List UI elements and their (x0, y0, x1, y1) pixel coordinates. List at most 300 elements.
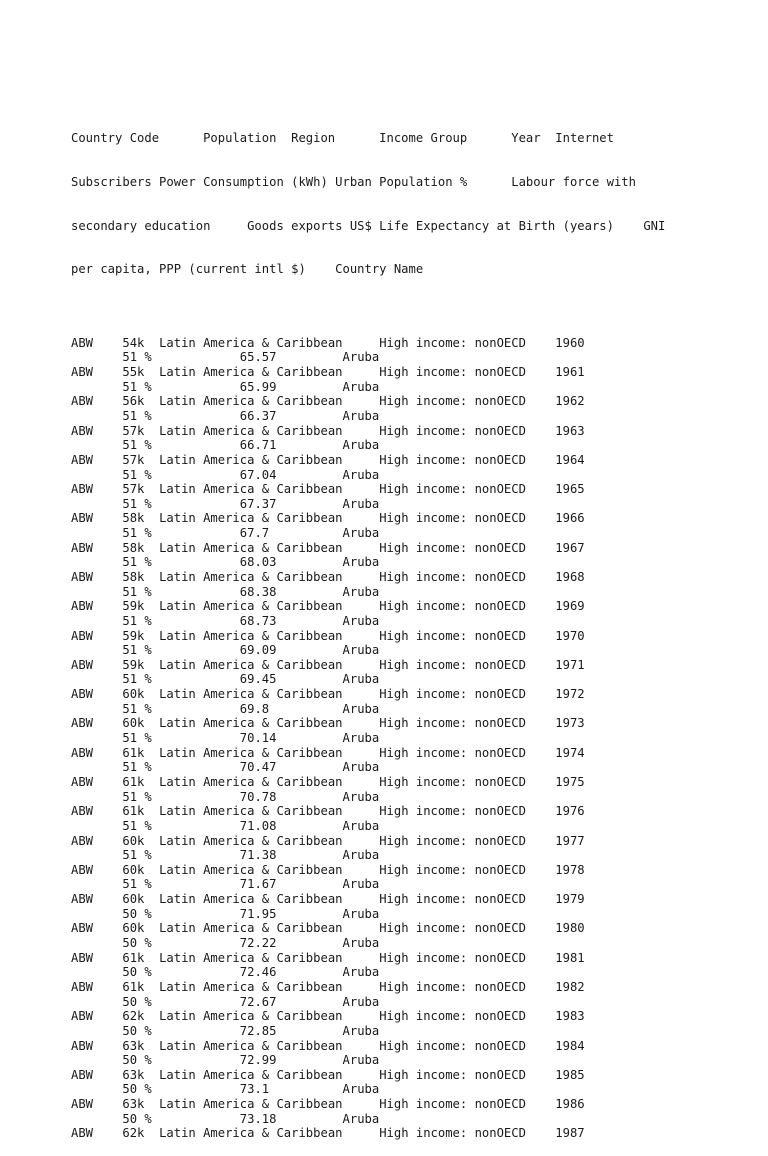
row-population: 60k (122, 892, 160, 907)
row-urban-population: 51 % (122, 467, 240, 482)
row-year: 1960 (555, 335, 585, 350)
row-urban-population: 51 % (122, 526, 240, 541)
row-income-group: High income: nonOECD (379, 745, 556, 760)
row-population: 58k (122, 540, 160, 555)
row-country-name: Aruba (342, 848, 380, 863)
row-code: ABW (71, 716, 123, 731)
row-line-secondary (71, 614, 761, 629)
row-code: ABW (71, 1067, 123, 1082)
row-region: Latin America & Caribbean (159, 979, 380, 994)
tabular-text-document (71, 72, 761, 1156)
table-row (71, 629, 761, 658)
row-population: 59k (122, 628, 160, 643)
row-year: 1981 (555, 950, 585, 965)
row-country-name: Aruba (342, 672, 380, 687)
row-code: ABW (71, 892, 123, 907)
row-income-group: High income: nonOECD (379, 950, 556, 965)
row-income-group: High income: nonOECD (379, 833, 556, 848)
row-year: 1967 (555, 540, 585, 555)
row-urban-population: 51 % (122, 350, 240, 365)
row-urban-population: 50 % (122, 1053, 240, 1068)
row-line-secondary (71, 760, 761, 775)
row-urban-population: 51 % (122, 496, 240, 511)
row-life-expectancy: 70.78 (239, 789, 343, 804)
row-region: Latin America & Caribbean (159, 921, 380, 936)
row-region: Latin America & Caribbean (159, 687, 380, 702)
row-life-expectancy: 69.8 (239, 701, 343, 716)
row-line-secondary (71, 438, 761, 453)
row-region: Latin America & Caribbean (159, 657, 380, 672)
row-income-group: High income: nonOECD (379, 804, 556, 819)
table-row (71, 921, 761, 950)
row-life-expectancy: 68.38 (239, 584, 343, 599)
row-line-primary (71, 921, 761, 936)
row-population: 62k (122, 1009, 160, 1024)
row-line-secondary (71, 585, 761, 600)
row-urban-population: 51 % (122, 379, 240, 394)
row-income-group: High income: nonOECD (379, 1038, 556, 1053)
row-line-primary (71, 746, 761, 761)
row-line-primary (71, 629, 761, 644)
row-income-group: High income: nonOECD (379, 511, 556, 526)
row-region: Latin America & Caribbean (159, 482, 380, 497)
row-life-expectancy: 72.85 (239, 1023, 343, 1038)
row-line-secondary (71, 1053, 761, 1068)
row-life-expectancy: 67.04 (239, 467, 343, 482)
row-line-primary (71, 424, 761, 439)
row-urban-population: 51 % (122, 438, 240, 453)
row-life-expectancy: 70.47 (239, 760, 343, 775)
row-income-group: High income: nonOECD (379, 892, 556, 907)
row-life-expectancy: 67.7 (239, 526, 343, 541)
row-line-secondary (71, 380, 761, 395)
row-country-name: Aruba (342, 613, 380, 628)
row-code: ABW (71, 1126, 123, 1141)
table-row (71, 775, 761, 804)
row-country-name: Aruba (342, 584, 380, 599)
row-income-group: High income: nonOECD (379, 921, 556, 936)
row-region: Latin America & Caribbean (159, 570, 380, 584)
row-life-expectancy: 70.14 (239, 731, 343, 746)
row-income-group: High income: nonOECD (379, 716, 556, 731)
table-row (71, 951, 761, 980)
row-line-primary (71, 394, 761, 409)
row-country-name: Aruba (342, 731, 380, 746)
row-line-secondary (71, 526, 761, 541)
table-row (71, 746, 761, 775)
row-country-name: Aruba (342, 1053, 380, 1068)
row-code: ABW (71, 335, 123, 350)
row-region: Latin America & Caribbean (159, 892, 380, 907)
row-line-primary (71, 834, 761, 849)
row-urban-population: 51 % (122, 408, 240, 423)
row-year: 1964 (555, 452, 585, 467)
row-region: Latin America & Caribbean (159, 335, 380, 350)
row-line-primary (71, 775, 761, 790)
row-line-secondary (71, 995, 761, 1010)
column-header (71, 101, 761, 306)
row-country-name: Aruba (342, 438, 380, 453)
row-code: ABW (71, 423, 123, 438)
row-region: Latin America & Caribbean (159, 1097, 380, 1112)
row-line-primary (71, 716, 761, 731)
row-year: 1961 (555, 365, 585, 380)
row-life-expectancy: 72.67 (239, 994, 343, 1009)
row-income-group: High income: nonOECD (379, 570, 556, 584)
row-urban-population: 51 % (122, 555, 240, 570)
table-row (71, 687, 761, 716)
row-income-group: High income: nonOECD (379, 599, 556, 614)
row-urban-population: 50 % (122, 1023, 240, 1038)
row-region: Latin America & Caribbean (159, 394, 380, 409)
row-code: ABW (71, 482, 123, 497)
row-line-secondary (71, 819, 761, 834)
row-population: 60k (122, 862, 160, 877)
row-region: Latin America & Caribbean (159, 511, 380, 526)
row-code: ABW (71, 1097, 123, 1112)
row-population: 58k (122, 570, 160, 584)
row-code: ABW (71, 950, 123, 965)
row-year: 1968 (555, 570, 585, 584)
row-year: 1972 (555, 687, 585, 702)
row-line-secondary (71, 555, 761, 570)
row-population: 57k (122, 423, 160, 438)
row-year: 1974 (555, 745, 585, 760)
row-country-name: Aruba (342, 818, 380, 833)
row-population: 60k (122, 833, 160, 848)
row-line-secondary (71, 1082, 761, 1097)
row-code: ABW (71, 833, 123, 848)
row-life-expectancy: 66.71 (239, 438, 343, 453)
row-line-primary (71, 658, 761, 673)
table-row (71, 863, 761, 892)
row-urban-population: 50 % (122, 906, 240, 921)
row-code: ABW (71, 394, 123, 409)
row-urban-population: 50 % (122, 994, 240, 1009)
row-line-primary (71, 541, 761, 556)
table-row (71, 1097, 761, 1126)
row-line-secondary (71, 497, 761, 512)
row-line-secondary (71, 643, 761, 658)
row-urban-population: 51 % (122, 613, 240, 628)
row-income-group: High income: nonOECD (379, 482, 556, 497)
row-country-name: Aruba (342, 877, 380, 892)
row-year: 1976 (555, 804, 585, 819)
header-line: secondary education Goods exports US$ Life Expectancy at Birth (years) GNI (71, 218, 666, 233)
row-line-secondary (71, 790, 761, 805)
row-code: ABW (71, 511, 123, 526)
data-rows (71, 336, 761, 1141)
row-population: 59k (122, 599, 160, 614)
row-line-primary (71, 511, 761, 526)
table-row (71, 804, 761, 833)
row-population: 61k (122, 774, 160, 789)
row-code: ABW (71, 628, 123, 643)
row-line-secondary (71, 350, 761, 365)
row-income-group: High income: nonOECD (379, 1067, 556, 1082)
row-region: Latin America & Caribbean (159, 1038, 380, 1053)
row-country-name: Aruba (342, 555, 380, 570)
row-country-name: Aruba (342, 1023, 380, 1038)
row-region: Latin America & Caribbean (159, 365, 380, 380)
row-life-expectancy: 67.37 (239, 496, 343, 511)
row-region: Latin America & Caribbean (159, 745, 380, 760)
row-urban-population: 51 % (122, 877, 240, 892)
row-line-primary (71, 1097, 761, 1112)
row-region: Latin America & Caribbean (159, 774, 380, 789)
table-row (71, 394, 761, 423)
row-year: 1985 (555, 1067, 585, 1082)
row-income-group: High income: nonOECD (379, 1126, 556, 1141)
row-country-name: Aruba (342, 1111, 380, 1126)
row-country-name: Aruba (342, 526, 380, 541)
row-region: Latin America & Caribbean (159, 540, 380, 555)
row-income-group: High income: nonOECD (379, 540, 556, 555)
row-income-group: High income: nonOECD (379, 365, 556, 380)
row-population: 60k (122, 716, 160, 731)
row-line-primary (71, 804, 761, 819)
row-country-name: Aruba (342, 467, 380, 482)
row-country-name: Aruba (342, 496, 380, 511)
row-year: 1978 (555, 862, 585, 877)
row-life-expectancy: 68.03 (239, 555, 343, 570)
row-year: 1982 (555, 979, 585, 994)
row-life-expectancy: 73.1 (239, 1082, 343, 1097)
row-population: 62k (122, 1126, 160, 1141)
row-year: 1969 (555, 599, 585, 614)
row-code: ABW (71, 1009, 123, 1024)
table-row (71, 336, 761, 365)
row-income-group: High income: nonOECD (379, 862, 556, 877)
row-region: Latin America & Caribbean (159, 950, 380, 965)
row-year: 1970 (555, 628, 585, 643)
row-country-name: Aruba (342, 408, 380, 423)
row-line-secondary (71, 965, 761, 980)
row-line-secondary (71, 848, 761, 863)
row-code: ABW (71, 862, 123, 877)
row-population: 57k (122, 452, 160, 467)
row-life-expectancy: 71.95 (239, 906, 343, 921)
row-line-primary (71, 863, 761, 878)
row-line-secondary (71, 731, 761, 746)
row-urban-population: 51 % (122, 818, 240, 833)
row-country-name: Aruba (342, 760, 380, 775)
row-income-group: High income: nonOECD (379, 628, 556, 643)
row-income-group: High income: nonOECD (379, 657, 556, 672)
row-line-primary (71, 1039, 761, 1054)
row-region: Latin America & Caribbean (159, 862, 380, 877)
row-year: 1986 (555, 1097, 585, 1112)
row-urban-population: 50 % (122, 1082, 240, 1097)
row-life-expectancy: 72.99 (239, 1053, 343, 1068)
table-row (71, 365, 761, 394)
row-line-primary (71, 1126, 761, 1141)
row-country-name: Aruba (342, 906, 380, 921)
row-life-expectancy: 71.67 (239, 877, 343, 892)
row-urban-population: 51 % (122, 789, 240, 804)
row-year: 1979 (555, 892, 585, 907)
row-code: ABW (71, 657, 123, 672)
row-code: ABW (71, 365, 123, 380)
row-population: 63k (122, 1067, 160, 1082)
row-line-primary (71, 336, 761, 351)
row-year: 1963 (555, 423, 585, 438)
row-line-primary (71, 951, 761, 966)
row-urban-population: 51 % (122, 701, 240, 716)
row-year: 1977 (555, 833, 585, 848)
row-income-group: High income: nonOECD (379, 423, 556, 438)
row-region: Latin America & Caribbean (159, 716, 380, 731)
header-line: Country Code Population Region Income Group Year Internet (71, 130, 614, 145)
row-urban-population: 50 % (122, 936, 240, 951)
row-code: ABW (71, 921, 123, 936)
row-urban-population: 51 % (122, 584, 240, 599)
row-population: 60k (122, 687, 160, 702)
table-row (71, 570, 761, 599)
row-line-primary (71, 687, 761, 702)
row-region: Latin America & Caribbean (159, 1126, 380, 1141)
row-life-expectancy: 72.46 (239, 965, 343, 980)
row-population: 56k (122, 394, 160, 409)
row-code: ABW (71, 687, 123, 702)
row-line-secondary (71, 907, 761, 922)
row-line-secondary (71, 877, 761, 892)
row-population: 63k (122, 1097, 160, 1112)
row-year: 1971 (555, 657, 585, 672)
row-income-group: High income: nonOECD (379, 774, 556, 789)
row-code: ABW (71, 452, 123, 467)
row-urban-population: 50 % (122, 1111, 240, 1126)
row-line-secondary (71, 409, 761, 424)
table-row (71, 1126, 761, 1141)
row-income-group: High income: nonOECD (379, 335, 556, 350)
row-region: Latin America & Caribbean (159, 628, 380, 643)
table-row (71, 541, 761, 570)
row-code: ABW (71, 570, 123, 584)
row-line-secondary (71, 1024, 761, 1039)
row-line-primary (71, 892, 761, 907)
row-year: 1980 (555, 921, 585, 936)
row-line-primary (71, 570, 761, 585)
row-code: ABW (71, 1038, 123, 1053)
row-urban-population: 51 % (122, 760, 240, 775)
table-row (71, 1039, 761, 1068)
row-year: 1966 (555, 511, 585, 526)
table-row (71, 658, 761, 687)
row-life-expectancy: 69.45 (239, 672, 343, 687)
row-life-expectancy: 65.99 (239, 379, 343, 394)
row-income-group: High income: nonOECD (379, 1009, 556, 1024)
row-country-name: Aruba (342, 643, 380, 658)
row-code: ABW (71, 599, 123, 614)
row-life-expectancy: 71.38 (239, 848, 343, 863)
row-line-secondary (71, 936, 761, 951)
row-country-name: Aruba (342, 936, 380, 951)
row-country-name: Aruba (342, 379, 380, 394)
row-line-primary (71, 599, 761, 614)
table-row (71, 980, 761, 1009)
row-country-name: Aruba (342, 965, 380, 980)
row-year: 1984 (555, 1038, 585, 1053)
row-line-primary (71, 1068, 761, 1083)
row-country-name: Aruba (342, 350, 380, 365)
table-row (71, 453, 761, 482)
row-year: 1975 (555, 774, 585, 789)
row-urban-population: 51 % (122, 672, 240, 687)
row-urban-population: 51 % (122, 643, 240, 658)
row-country-name: Aruba (342, 994, 380, 1009)
row-urban-population: 51 % (122, 731, 240, 746)
row-country-name: Aruba (342, 1082, 380, 1097)
row-urban-population: 51 % (122, 848, 240, 863)
row-code: ABW (71, 979, 123, 994)
table-row (71, 834, 761, 863)
row-life-expectancy: 72.22 (239, 936, 343, 951)
row-line-secondary (71, 672, 761, 687)
row-income-group: High income: nonOECD (379, 1097, 556, 1112)
row-life-expectancy: 68.73 (239, 613, 343, 628)
row-region: Latin America & Caribbean (159, 423, 380, 438)
row-code: ABW (71, 804, 123, 819)
row-region: Latin America & Caribbean (159, 804, 380, 819)
row-population: 61k (122, 979, 160, 994)
row-population: 61k (122, 804, 160, 819)
row-line-primary (71, 980, 761, 995)
row-country-name: Aruba (342, 789, 380, 804)
row-region: Latin America & Caribbean (159, 599, 380, 614)
row-line-primary (71, 1009, 761, 1024)
row-line-secondary (71, 468, 761, 483)
row-line-primary (71, 482, 761, 497)
row-life-expectancy: 73.18 (239, 1111, 343, 1126)
row-income-group: High income: nonOECD (379, 979, 556, 994)
row-code: ABW (71, 745, 123, 760)
row-year: 1962 (555, 394, 585, 409)
row-population: 60k (122, 921, 160, 936)
row-year: 1965 (555, 482, 585, 497)
row-urban-population: 50 % (122, 965, 240, 980)
table-row (71, 892, 761, 921)
row-line-primary (71, 365, 761, 380)
row-income-group: High income: nonOECD (379, 394, 556, 409)
table-row (71, 716, 761, 745)
row-region: Latin America & Caribbean (159, 452, 380, 467)
table-row (71, 599, 761, 628)
row-life-expectancy: 69.09 (239, 643, 343, 658)
row-year: 1987 (555, 1126, 585, 1141)
row-population: 59k (122, 657, 160, 672)
row-line-primary (71, 453, 761, 468)
row-life-expectancy: 65.57 (239, 350, 343, 365)
row-line-secondary (71, 702, 761, 717)
row-region: Latin America & Caribbean (159, 833, 380, 848)
row-population: 63k (122, 1038, 160, 1053)
table-row (71, 511, 761, 540)
row-population: 57k (122, 482, 160, 497)
row-income-group: High income: nonOECD (379, 452, 556, 467)
row-code: ABW (71, 540, 123, 555)
row-population: 55k (122, 365, 160, 380)
row-life-expectancy: 71.08 (239, 818, 343, 833)
row-region: Latin America & Caribbean (159, 1067, 380, 1082)
table-row (71, 1068, 761, 1097)
header-line: Subscribers Power Consumption (kWh) Urban Population % Labour force with (71, 174, 636, 189)
row-line-secondary (71, 1112, 761, 1127)
row-year: 1973 (555, 716, 585, 731)
row-life-expectancy: 66.37 (239, 408, 343, 423)
header-line: per capita, PPP (current intl $) Country Name (71, 262, 424, 277)
row-population: 58k (122, 511, 160, 526)
